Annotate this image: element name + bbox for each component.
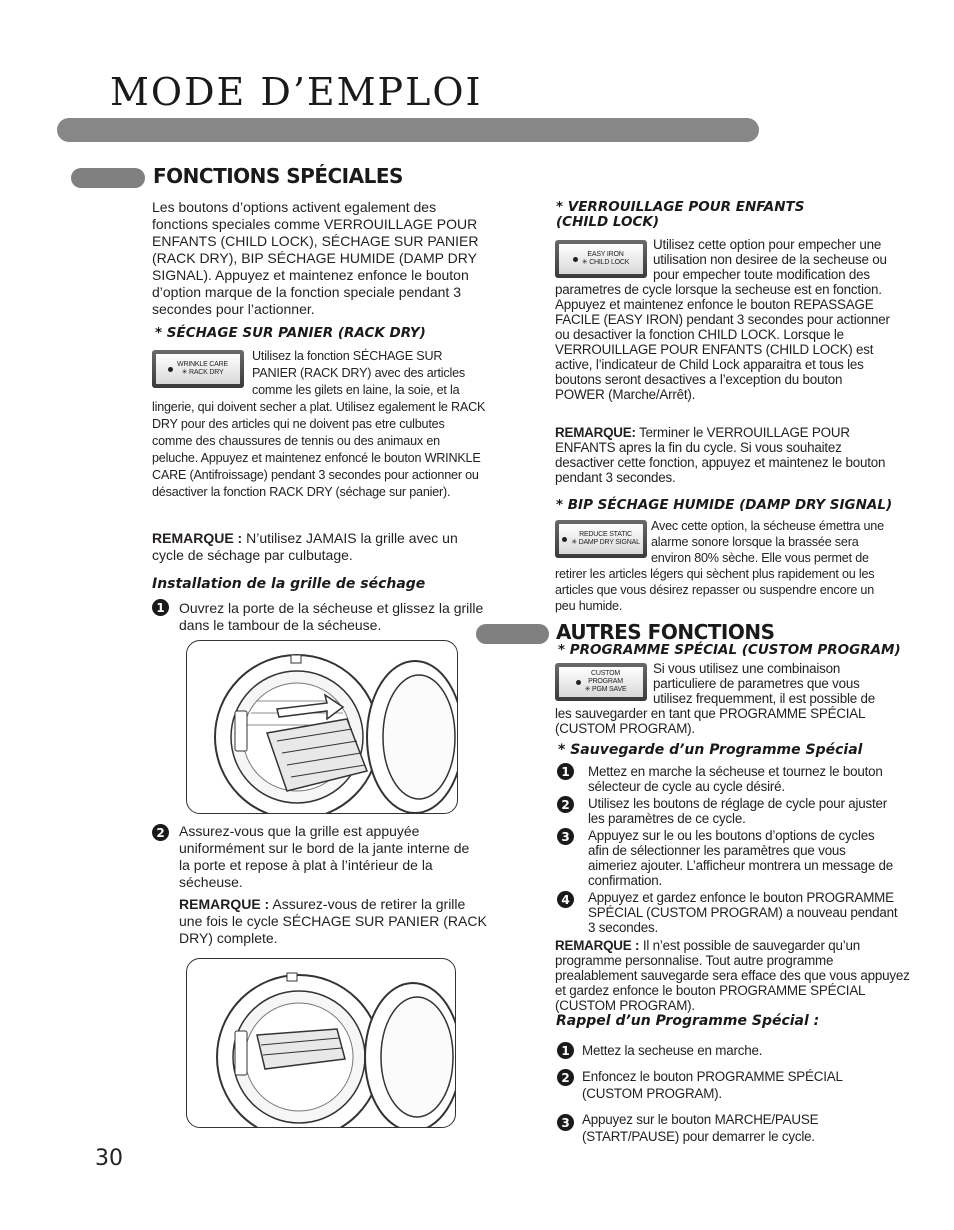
rack-dry-block — [152, 348, 488, 501]
install-step-1: Ouvrez la porte de la sécheuse et glissez la grille dans le tambour de la sécheuse. — [179, 600, 484, 633]
child-lock-text: Utilisez cette option pour empecher une utilisation non desiree de la secheuse ou pour empecher toute modification des parametres de cycle lorsque la secheuse est en fonction. Appuyez et maintenez enfonce le bouton REPASSAGE FACILE (EASY IRON) pendant 3 secondes pour actionner ou desactiver la fonction CHILD LOCK. Lorsque le VERROUILLAGE POUR ENFANTS (CHILD LOCK) est active, l’indicateur de Child Lock apparaitra et tous les boutons seront desactives a l’exception du bouton POWER (Marche/Arrêt). — [555, 237, 890, 402]
indicator-dot-icon — [168, 367, 173, 372]
indicator-dot-icon — [573, 257, 578, 262]
step-number-icon: 4 — [557, 891, 574, 908]
install-heading: Installation de la grille de séchage — [152, 576, 426, 592]
save-step-4: Appuyez et gardez enfonce le bouton PROGRAMME SPÉCIAL (CUSTOM PROGRAM) a nouveau pendant 3 secondes. — [588, 890, 898, 935]
step-number-icon: 2 — [152, 824, 169, 841]
damp-dry-heading: * BIP SÉCHAGE HUMIDE (DAMP DRY SIGNAL) — [556, 497, 893, 513]
custom-program-block — [555, 661, 895, 736]
dryer-rack-installed-illustration — [186, 958, 456, 1128]
section-heading-autres-fonctions: AUTRES FONCTIONS — [556, 620, 775, 644]
custom-program-heading: * PROGRAMME SPÉCIAL (CUSTOM PROGRAM) — [558, 642, 901, 658]
save-step-2: Utilisez les boutons de réglage de cycle pour ajuster les paramètres de ce cycle. — [588, 796, 888, 826]
save-program-heading: * Sauvegarde d’un Programme Spécial — [558, 742, 863, 758]
rack-dry-text: Utilisez la fonction SÉCHAGE SUR PANIER (RACK DRY) avec des articles comme les gilets en laine, la soie, et la lingerie, qui doivent secher a plat. Utilisez egalement le RACK DRY pour des articles qui ne doivent pas etre culbutes comme des chaussures de tennis ou des animaux en peluche. Appuyez et maintenez enfoncé le bouton WRINKLE CARE (Antifroissage) pendant 3 secondes pour actionner ou désactiver la fonction RACK DRY (séchage sur panier). — [152, 349, 486, 499]
intro-paragraph: Les boutons d’options activent egalement des fonctions speciales comme VERROUILLAGE POUR ENFANTS (CHILD LOCK), SÉCHAGE SUR PANIER (RACK DRY), BIP SÉCHAGE HUMIDE (DAMP DRY SIGNAL). Appuyez et maintenez enfonce le bouton d’option marque de la fonction speciale pendant 3 secondes pour l’actionner. — [152, 199, 479, 317]
custom-program-text: Si vous utilisez une combinaison particuliere de parametres que vous utilisez frequemment, il est possible de les sauvegarder en tant que PROGRAMME SPÉCIAL (CUSTOM PROGRAM). — [555, 661, 875, 736]
step-number-icon: 1 — [557, 763, 574, 780]
step-number-icon: 2 — [557, 1069, 574, 1086]
reduce-static-button-image: REDUCE STATIC ✳ DAMP DRY SIGNAL — [555, 520, 647, 558]
rack-dry-heading: * SÉCHAGE SUR PANIER (RACK DRY) — [155, 325, 426, 341]
damp-dry-text: Avec cette option, la sécheuse émettra une alarme sonore lorsque la brassée sera environ 80% sèche. Elle vous permet de retirer les articles légers qui sèchent plus rapidement ou les articles que vous désirez repasser ou suspendre encore un peu humide. — [555, 519, 884, 613]
dryer-rack-insert-illustration — [186, 640, 458, 814]
page-number: 30 — [95, 1146, 123, 1171]
install-step-2: Assurez-vous que la grille est appuyée uniformément sur le bord de la jante interne de la porte et repose à plat à l’intérieur de la sécheuse. — [179, 823, 470, 890]
step-number-icon: 1 — [152, 599, 169, 616]
rack-dry-note: REMARQUE : N’utilisez JAMAIS la grille avec un cycle de séchage par culbutage. — [152, 530, 458, 563]
recall-step-1: Mettez la secheuse en marche. — [582, 1043, 763, 1058]
recall-program-heading: Rappel d’un Programme Spécial : — [556, 1013, 820, 1029]
indicator-dot-icon — [576, 680, 581, 685]
step-number-icon: 1 — [557, 1042, 574, 1059]
save-step-1: Mettez en marche la sécheuse et tournez le bouton sélecteur de cycle au cycle désiré. — [588, 764, 883, 794]
step-number-icon: 3 — [557, 1114, 574, 1131]
recall-step-2: Enfoncez le bouton PROGRAMME SPÉCIAL (CUSTOM PROGRAM). — [582, 1069, 843, 1101]
child-lock-note: REMARQUE: Terminer le VERROUILLAGE POUR ENFANTS apres la fin du cycle. Si vous souhaitez desactiver cette fonction, appuyez et maintenez le bouton pendant 3 secondes. — [555, 425, 886, 485]
install-note: REMARQUE : Assurez-vous de retirer la grille une fois le cycle SÉCHAGE SUR PANIER (RACK DRY) complete. — [179, 896, 487, 946]
section-heading-fonctions-speciales: FONCTIONS SPÉCIALES — [153, 164, 403, 188]
easy-iron-button-image: EASY IRON ✳ CHILD LOCK — [555, 240, 647, 278]
step-number-icon: 3 — [557, 828, 574, 845]
custom-program-button-image: CUSTOM PROGRAM ✳ PGM SAVE — [555, 663, 647, 701]
section-marker — [71, 168, 145, 188]
page-title: MODE D’EMPLOI — [110, 70, 483, 114]
custom-program-note: REMARQUE : Il n’est possible de sauvegarder qu’un programme personnalise. Tout autre programme prealablement sauvegarde sera efface des que vous appuyez et gardez enfonce le bouton PROGRAMME SPÉCIAL (CUSTOM PROGRAM). — [555, 938, 910, 1013]
indicator-dot-icon — [562, 537, 567, 542]
save-step-3: Appuyez sur le ou les boutons d’options de cycles afin de sélectionner les paramètres que vous aimeriez ajouter. L’afficheur montrera un message de confirmation. — [588, 828, 893, 888]
wrinkle-care-button-image: WRINKLE CARE ✳ RACK DRY — [152, 350, 244, 388]
step-number-icon: 2 — [557, 796, 574, 813]
section-marker — [476, 624, 549, 644]
child-lock-block — [555, 237, 893, 402]
damp-dry-block — [555, 518, 890, 614]
recall-step-3: Appuyez sur le bouton MARCHE/PAUSE (START/PAUSE) pour demarrer le cycle. — [582, 1112, 819, 1144]
header-divider-bar — [57, 118, 759, 142]
child-lock-heading: * VERROUILLAGE POUR ENFANTS (CHILD LOCK) — [556, 199, 805, 230]
